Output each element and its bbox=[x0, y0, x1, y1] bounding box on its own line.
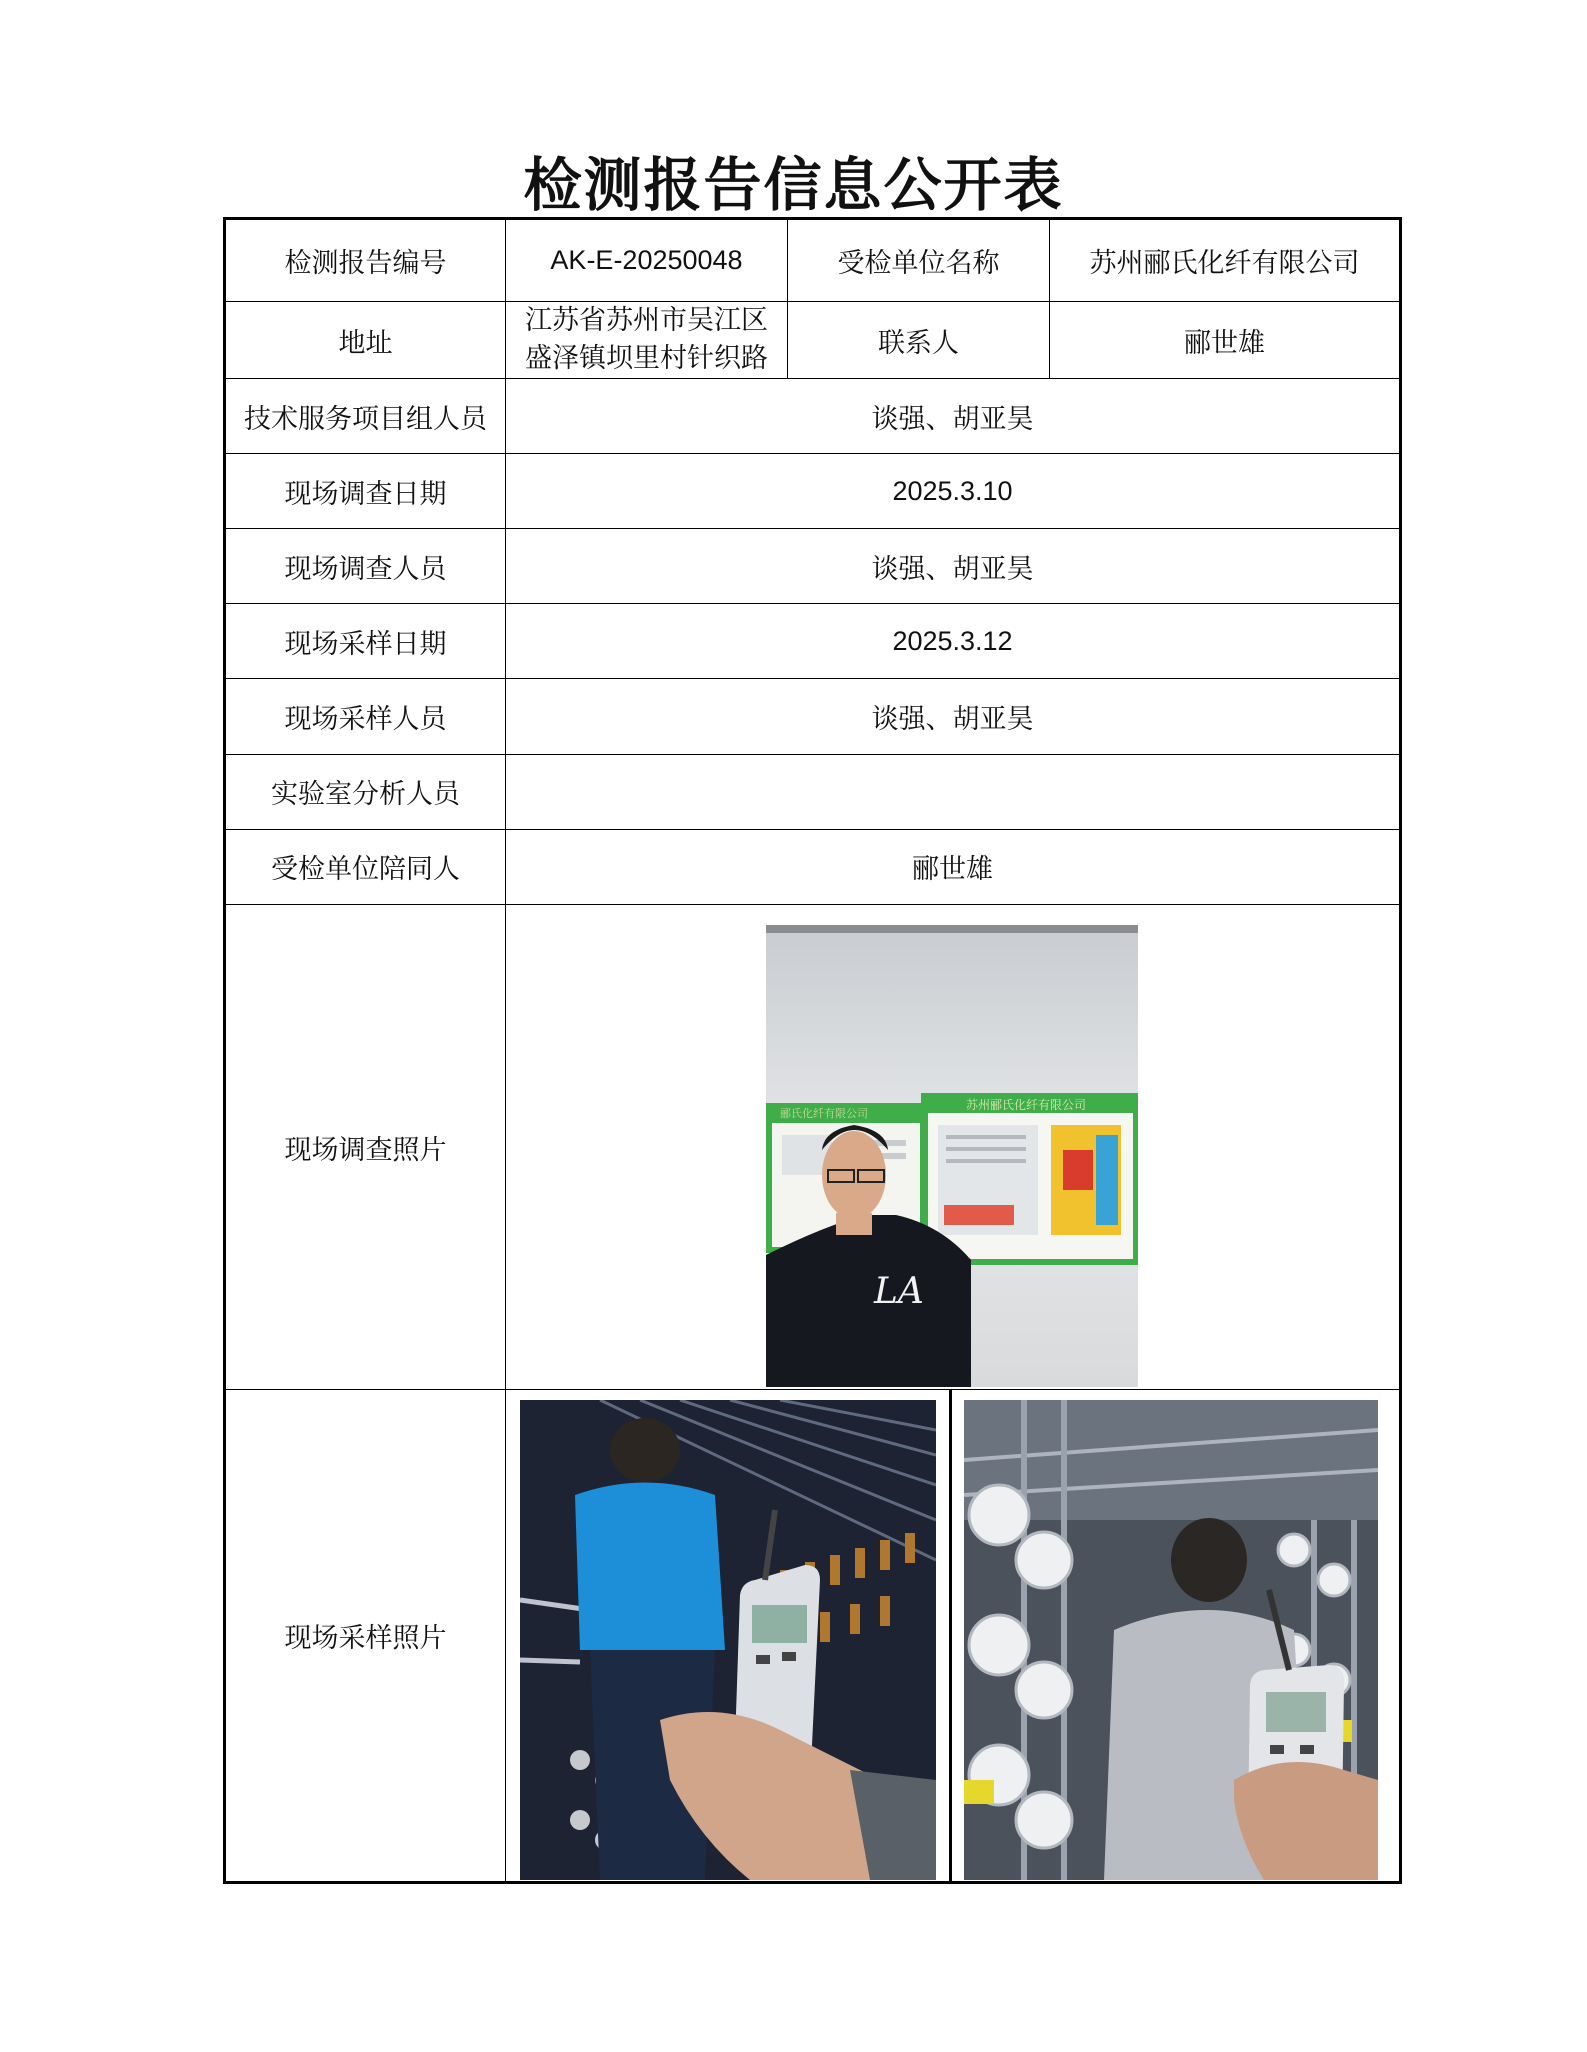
unit-name-label: 受检单位名称 bbox=[788, 219, 1050, 302]
address-line-2: 盛泽镇坝里村针织路 bbox=[525, 343, 768, 375]
survey-photo-label: 现场调查照片 bbox=[225, 904, 506, 1390]
survey-date-label: 现场调查日期 bbox=[225, 454, 506, 529]
table-row bbox=[225, 529, 1401, 604]
unit-name-value: 苏州郦氏化纤有限公司 bbox=[1050, 219, 1401, 302]
table-row bbox=[225, 904, 1401, 1390]
survey-staff-value: 谈强、胡亚昊 bbox=[506, 529, 1401, 604]
table-row bbox=[225, 219, 1401, 302]
lab-staff-value bbox=[506, 754, 1401, 829]
table-row bbox=[225, 829, 1401, 904]
info-table bbox=[223, 217, 1402, 1884]
address-value bbox=[506, 302, 788, 379]
sampling-date-value: 2025.3.12 bbox=[506, 604, 1401, 679]
sampling-photo-cell bbox=[506, 1390, 1401, 1883]
sampling-date-label: 现场采样日期 bbox=[225, 604, 506, 679]
report-number-value: AK-E-20250048 bbox=[506, 219, 788, 302]
sampling-staff-value: 谈强、胡亚昊 bbox=[506, 679, 1401, 754]
escort-value: 郦世雄 bbox=[506, 829, 1401, 904]
report-number-label: 检测报告编号 bbox=[225, 219, 506, 302]
table-row bbox=[225, 379, 1401, 454]
survey-date-value: 2025.3.10 bbox=[506, 454, 1401, 529]
board-left-caption: 郦氏化纤有限公司 bbox=[780, 1106, 868, 1120]
page-title: 检测报告信息公开表 bbox=[523, 151, 1064, 219]
sampling-photo-right-image bbox=[964, 1400, 1378, 1880]
svg-text:LA: LA bbox=[874, 1270, 924, 1312]
address-line-1: 江苏省苏州市吴江区 bbox=[525, 305, 768, 337]
table-row bbox=[225, 302, 1401, 379]
table-row bbox=[225, 604, 1401, 679]
address-label: 地址 bbox=[225, 302, 506, 379]
sampling-photo-left-image bbox=[520, 1400, 936, 1880]
board-right-caption: 苏州郦氏化纤有限公司 bbox=[966, 1097, 1087, 1112]
sampling-photo-left bbox=[520, 1400, 936, 1880]
table-row bbox=[225, 1390, 1401, 1883]
table-row bbox=[225, 754, 1401, 829]
team-label: 技术服务项目组人员 bbox=[225, 379, 506, 454]
team-value: 谈强、胡亚昊 bbox=[506, 379, 1401, 454]
contact-label: 联系人 bbox=[788, 302, 1050, 379]
survey-photo bbox=[766, 925, 1138, 1387]
photo-divider bbox=[949, 1390, 952, 1882]
contact-value: 郦世雄 bbox=[1050, 302, 1401, 379]
sampling-photo-right bbox=[964, 1400, 1378, 1880]
bulletin-board-right bbox=[921, 1093, 1138, 1265]
sampling-photo-label: 现场采样照片 bbox=[225, 1390, 506, 1883]
sampling-staff-label: 现场采样人员 bbox=[225, 679, 506, 754]
escort-label: 受检单位陪同人 bbox=[225, 829, 506, 904]
table-row bbox=[225, 454, 1401, 529]
survey-staff-label: 现场调查人员 bbox=[225, 529, 506, 604]
table-row bbox=[225, 679, 1401, 754]
survey-photo-image bbox=[766, 925, 1138, 1387]
lab-staff-label: 实验室分析人员 bbox=[225, 754, 506, 829]
survey-photo-cell bbox=[506, 904, 1401, 1390]
